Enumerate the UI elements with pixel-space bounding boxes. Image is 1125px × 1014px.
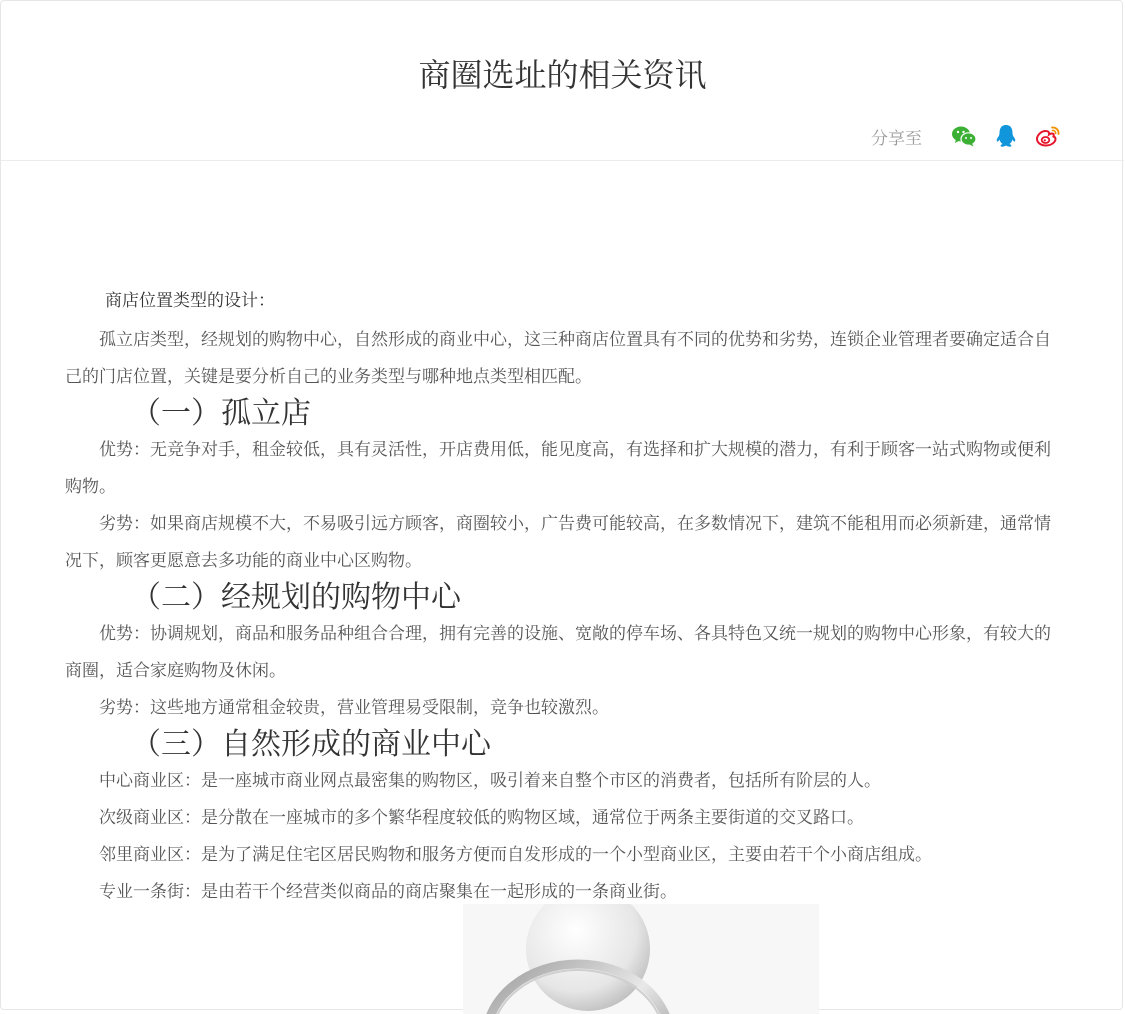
article-body <box>65 284 1063 911</box>
wechat-icon[interactable] <box>950 122 978 150</box>
section-heading-2: （二）经规划的购物中心 <box>131 580 461 615</box>
share-label: 分享至 <box>871 128 922 149</box>
disadvantage-paragraph: 劣势：这些地方通常租金较贵，营业管理易受限制，竞争也较激烈。 <box>99 698 609 718</box>
qq-icon[interactable] <box>992 122 1020 150</box>
section-heading-1: （一）孤立店 <box>131 396 311 431</box>
paragraph: 孤立店类型，经规划的购物中心，自然形成的商业中心，这三种商店位置具有不同的优势和劣势，连锁企业管理者要确定适合自己的门店位置，关键是要分析自己的业务类型与哪种地点类型相匹配。 <box>65 330 1051 387</box>
weibo-icon[interactable] <box>1034 122 1062 150</box>
list-item: 邻里商业区：是为了满足住宅区居民购物和服务方便而自发形成的一个小型商业区，主要由若干个小商店组成。 <box>99 845 932 865</box>
list-item: 次级商业区：是分散在一座城市的多个繁华程度较低的购物区域，通常位于两条主要街道的交叉路口。 <box>99 808 864 828</box>
advantage-paragraph: 优势：协调规划，商品和服务品种组合合理，拥有完善的设施、宽敞的停车场、各具特色又统一规划的购物中心形象，有较大的商圈，适合家庭购物及休闲。 <box>65 624 1051 681</box>
article-header <box>1 1 1124 161</box>
share-bar <box>871 122 1062 150</box>
advantage-paragraph: 优势：无竞争对手，租金较低，具有灵活性，开店费用低，能见度高，有选择和扩大规模的潜力，有利于顾客一站式购物或便利购物。 <box>65 440 1051 497</box>
intro-heading: 商店位置类型的设计： <box>105 291 275 311</box>
list-item: 中心商业区：是一座城市商业网点最密集的购物区，吸引着来自整个市区的消费者，包括所有阶层的人。 <box>99 771 881 791</box>
section-heading-3: （三）自然形成的商业中心 <box>131 727 491 762</box>
article-image <box>463 904 819 1014</box>
list-item: 专业一条街：是由若干个经营类似商品的商店聚集在一起形成的一条商业街。 <box>99 882 677 902</box>
magnifier-figure-icon <box>463 904 819 1014</box>
disadvantage-paragraph: 劣势：如果商店规模不大，不易吸引远方顾客，商圈较小，广告费可能较高，在多数情况下，建筑不能租用而必须新建，通常情况下，顾客更愿意去多功能的商业中心区购物。 <box>65 514 1051 571</box>
article-title: 商圈选址的相关资讯 <box>418 56 707 94</box>
